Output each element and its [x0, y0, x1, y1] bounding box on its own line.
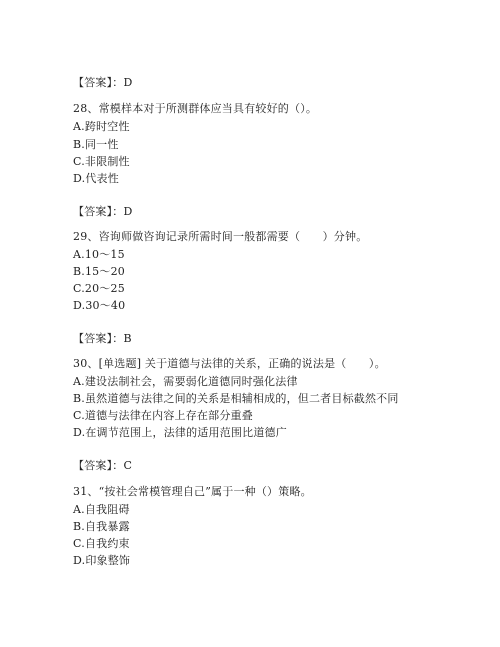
q29-option-d: D.30～40 — [73, 299, 126, 312]
q29-option-a: A.10～15 — [73, 248, 125, 261]
q30-option-b: B.虽然道德与法律之间的关系是相辅相成的，但二者目标截然不同 — [73, 392, 399, 405]
q28-option-d: D.代表性 — [73, 172, 119, 185]
q31-option-a: A.自我阻碍 — [73, 503, 130, 516]
q31-option-d: D.印象整饰 — [73, 554, 131, 567]
q28-answer: 【答案】：D — [73, 205, 133, 218]
answer-label: 【答案】：D — [73, 76, 133, 89]
q28-option-c: C.非限制性 — [73, 155, 130, 168]
q30-option-a: A.建设法制社会，需要弱化道德同时强化法律 — [73, 375, 298, 388]
q29-option-c: C.20～25 — [73, 282, 125, 295]
q31-option-c: C.自我约束 — [73, 537, 130, 550]
q29-answer: 【答案】：B — [73, 332, 132, 345]
q28-option-b: B.同一性 — [73, 138, 119, 151]
question-28: 28、常模样本对于所测群体应当具有较好的（）。 — [73, 102, 318, 115]
question-29: 29、咨询师做咨询记录所需时间一般都需要（ ）分钟。 — [73, 230, 368, 243]
q30-answer: 【答案】：C — [73, 459, 133, 472]
q31-option-b: B.自我暴露 — [73, 520, 130, 533]
question-30: 30、[单选题] 关于道德与法律的关系，正确的说法是（ ）。 — [73, 357, 386, 370]
q30-option-d: D.在调节范围上，法律的适用范围比道德广 — [73, 426, 287, 439]
question-31: 31、“按社会常模管理自己”属于一种（）策略。 — [73, 485, 312, 498]
q30-option-c: C.道德与法律在内容上存在部分重叠 — [73, 409, 253, 422]
q28-option-a: A.跨时空性 — [73, 120, 130, 133]
q29-option-b: B.15～20 — [73, 265, 125, 278]
